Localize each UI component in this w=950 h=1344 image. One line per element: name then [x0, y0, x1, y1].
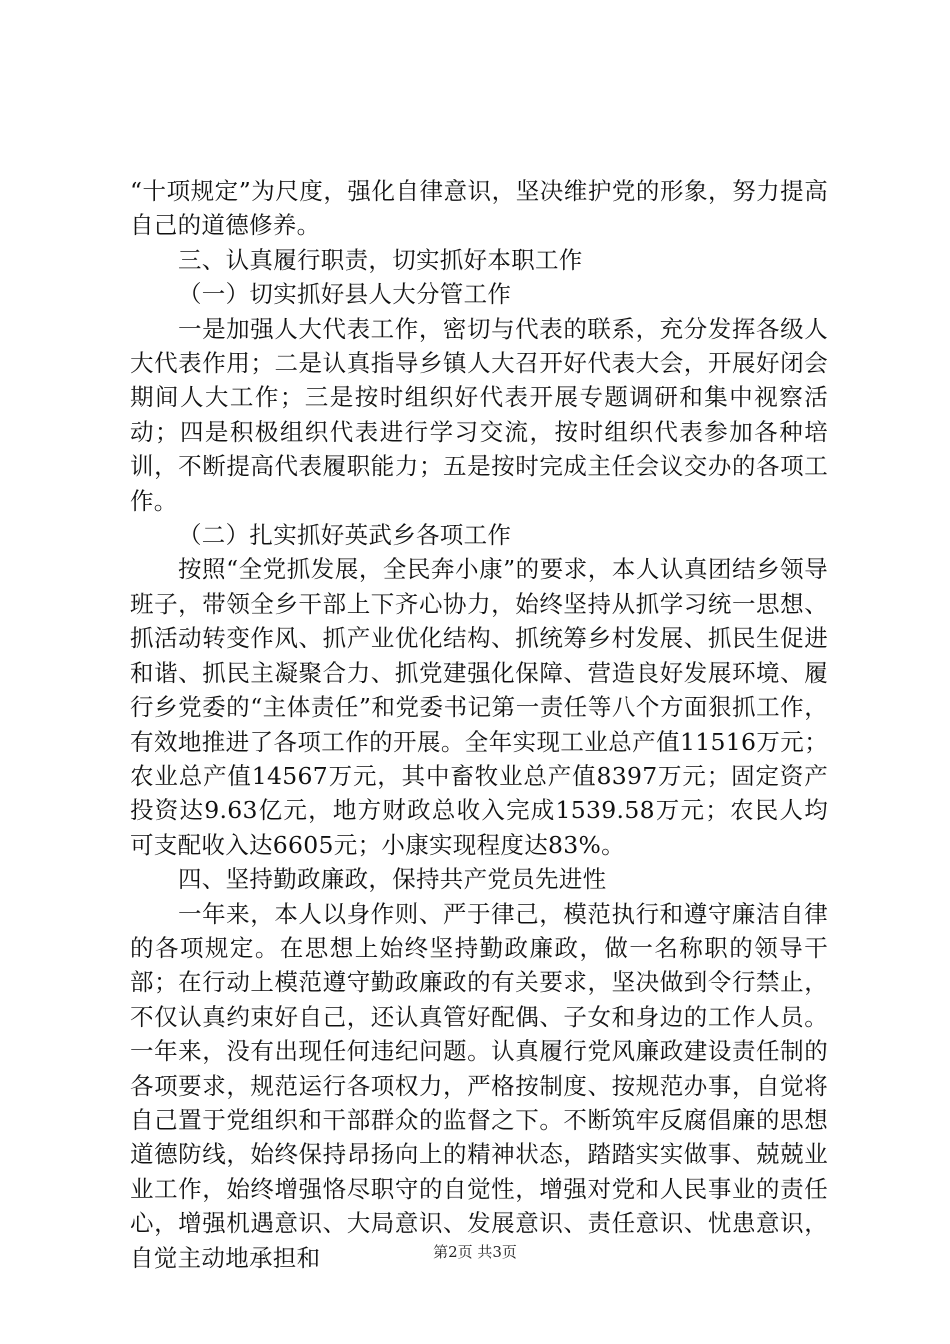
paragraph-township-work: 按照“全党抓发展，全民奔小康”的要求，本人认真团结乡领导班子，带领全乡干部上下齐心协力，始终坚持从抓学习统一思想、抓活动转变作风、抓产业优化结构、抓统筹乡村发展、抓民生促进和谐、抓民主凝聚合力、抓党建强化保障、营造良好发展环境、履行乡党委的“主体责任”和党委书记第一责任等八个方面狠抓工作，有效地推进了各项工作的开展。全年实现工业总产值11516万元；农业总产值14567万元，其中畜牧业总产值8397万元；固定资产投资达9.63亿元，地方财政总收入完成1539.58万元；农民人均可支配收入达6605元；小康实现程度达83%。: [130, 555, 828, 859]
paragraph-continued: “十项规定”为尺度，强化自律意识，坚决维护党的形象，努力提高自己的道德修养。: [130, 177, 828, 240]
paragraph-integrity: 一年来，本人以身作则、严于律己，模范执行和遵守廉洁自律的各项规定。在思想上始终坚持勤政廉政，做一名称职的领导干部；在行动上模范遵守勤政廉政的有关要求，坚决做到令行禁止，不仅认真约束好自己，还认真管好配偶、子女和身边的工作人员。一年来，没有出现任何违纪问题。认真履行党风廉政建设责任制的各项要求，规范运行各项权力，严格按制度、按规范办事，自觉将自己置于党组织和干部群众的监督之下。不断筑牢反腐倡廉的思想道德防线，始终保持昂扬向上的精神状态，踏踏实实做事、兢兢业业工作，始终增强恪尽职守的自觉性，增强对党和人民事业的责任心，增强机遇意识、大局意识、发展意识、责任意识、忧患意识，自觉主动地承担和: [130, 899, 828, 1272]
document-body: [130, 174, 828, 1275]
section-heading-3: 三、认真履行职责，切实抓好本职工作: [178, 245, 583, 274]
subsection-heading-2: （二）扎实抓好英武乡各项工作: [178, 521, 512, 550]
subsection-heading-1: （一）切实抓好县人大分管工作: [178, 280, 512, 309]
page-number: 第2页 共3页: [433, 1243, 517, 1261]
page-footer: [0, 1242, 950, 1262]
section-heading-4: 四、坚持勤政廉政，保持共产党员先进性: [178, 865, 607, 894]
paragraph-npc-work: 一是加强人大代表工作，密切与代表的联系，充分发挥各级人大代表作用；二是认真指导乡镇人大召开好代表大会，开展好闭会期间人大工作；三是按时组织好代表开展专题调研和集中视察活动；四是积极组织代表进行学习交流，按时组织代表参加各种培训，不断提高代表履职能力；五是按时完成主任会议交办的各项工作。: [130, 314, 828, 515]
